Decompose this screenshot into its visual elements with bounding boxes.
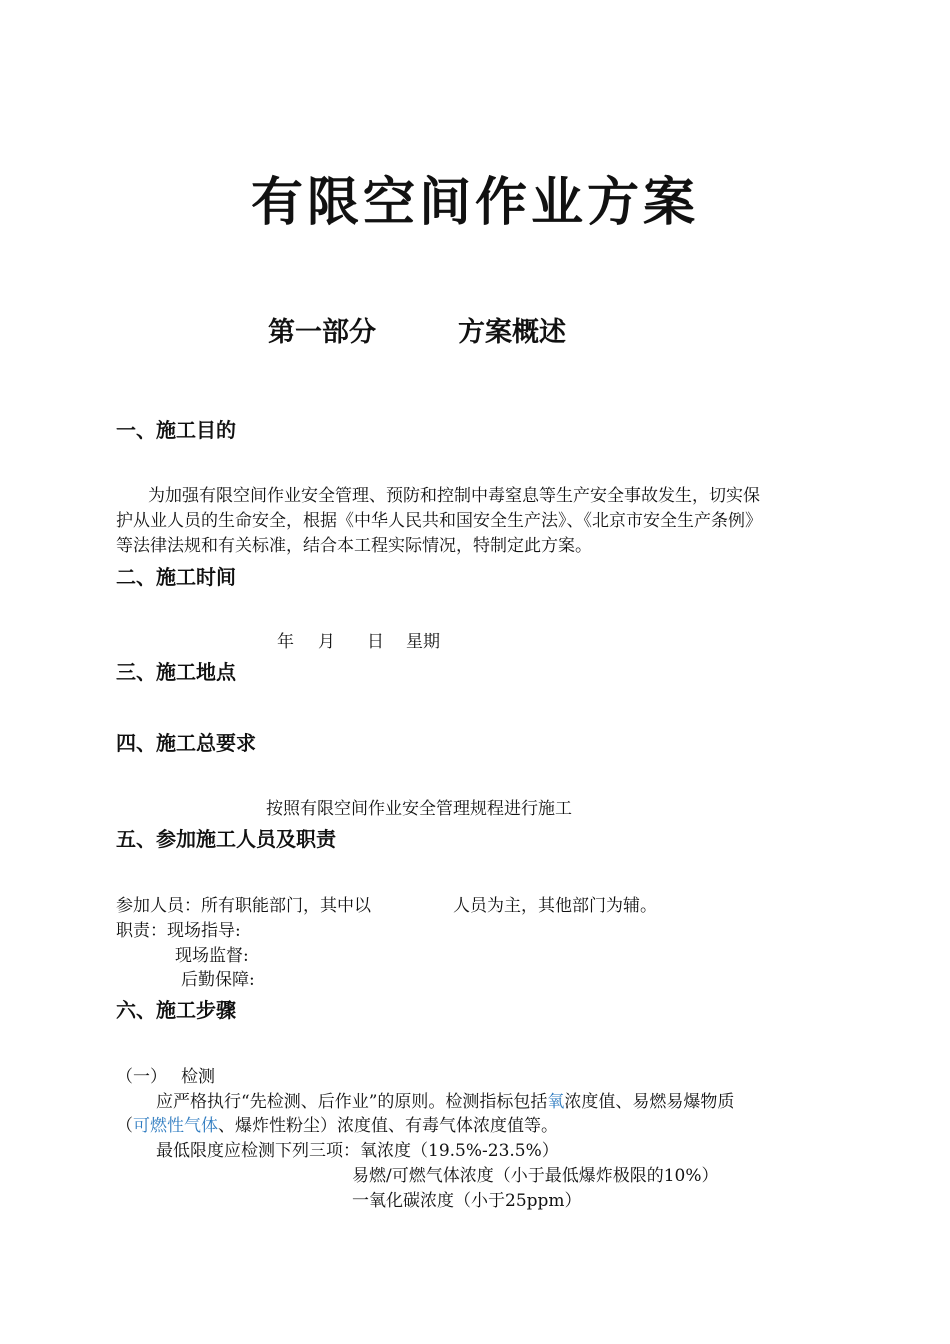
part-label: 第一部分: [268, 317, 376, 348]
time-year: 年: [277, 632, 294, 652]
section-heading-requirements: 四、施工总要求: [116, 731, 256, 755]
minimum-detection-item-3: 一氧化碳浓度（小于25ppm）: [352, 1191, 582, 1211]
detection-paragraph-line-2: [116, 1114, 558, 1138]
time-weekday: 星期: [406, 632, 440, 652]
section-heading-time: 二、施工时间: [116, 565, 236, 589]
time-day: 日: [367, 632, 384, 652]
minimum-detection-item-1: 最低限度应检测下列三项：氧浓度（19.5%-23.5%）: [156, 1141, 559, 1161]
purpose-line-2: 护从业人员的生命安全，根据《中华人民共和国安全生产法》、《北京市安全生产条例》: [116, 511, 762, 531]
section-heading-purpose: 一、施工目的: [116, 418, 236, 442]
combustible-gas-link[interactable]: 可燃性气体: [133, 1116, 218, 1136]
part-name: 方案概述: [458, 317, 566, 348]
participants-text-b: 人员为主，其他部门为辅。: [453, 896, 657, 916]
subsection-title: 检测: [181, 1067, 215, 1087]
detection-text-c: （: [116, 1116, 133, 1136]
minimum-detection-item-2: 易燃/可燃气体浓度（小于最低爆炸极限的10%）: [352, 1166, 719, 1186]
subsection-number: （一）: [116, 1067, 167, 1087]
time-month: 月: [318, 632, 335, 652]
section-heading-location: 三、施工地点: [116, 660, 236, 684]
detection-text-a: 应严格执行“先检测、后作业”的原则。检测指标包括: [156, 1092, 548, 1112]
purpose-line-1: 为加强有限空间作业安全管理、预防和控制中毒窒息等生产安全事故发生，切实保: [148, 486, 760, 506]
duties-logistics: 后勤保障:: [181, 970, 255, 990]
purpose-line-3: 等法律法规和有关标准，结合本工程实际情况，特制定此方案。: [116, 536, 592, 556]
section-heading-steps: 六、施工步骤: [116, 998, 236, 1022]
duties-guidance: 职责：现场指导:: [116, 921, 241, 941]
document-title: 有限空间作业方案: [250, 172, 699, 233]
participants-text-a: 参加人员：所有职能部门，其中以: [116, 896, 371, 916]
requirements-text: 按照有限空间作业安全管理规程进行施工: [266, 799, 572, 819]
duties-supervision: 现场监督:: [175, 946, 249, 966]
detection-text-b: 浓度值、易燃易爆物质: [564, 1092, 735, 1112]
oxygen-link[interactable]: 氧: [547, 1092, 565, 1112]
detection-paragraph-line-1: [156, 1090, 734, 1114]
detection-text-d: 、爆炸性粉尘）浓度值、有毒气体浓度值等。: [218, 1116, 558, 1136]
section-heading-personnel: 五、参加施工人员及职责: [116, 827, 336, 851]
